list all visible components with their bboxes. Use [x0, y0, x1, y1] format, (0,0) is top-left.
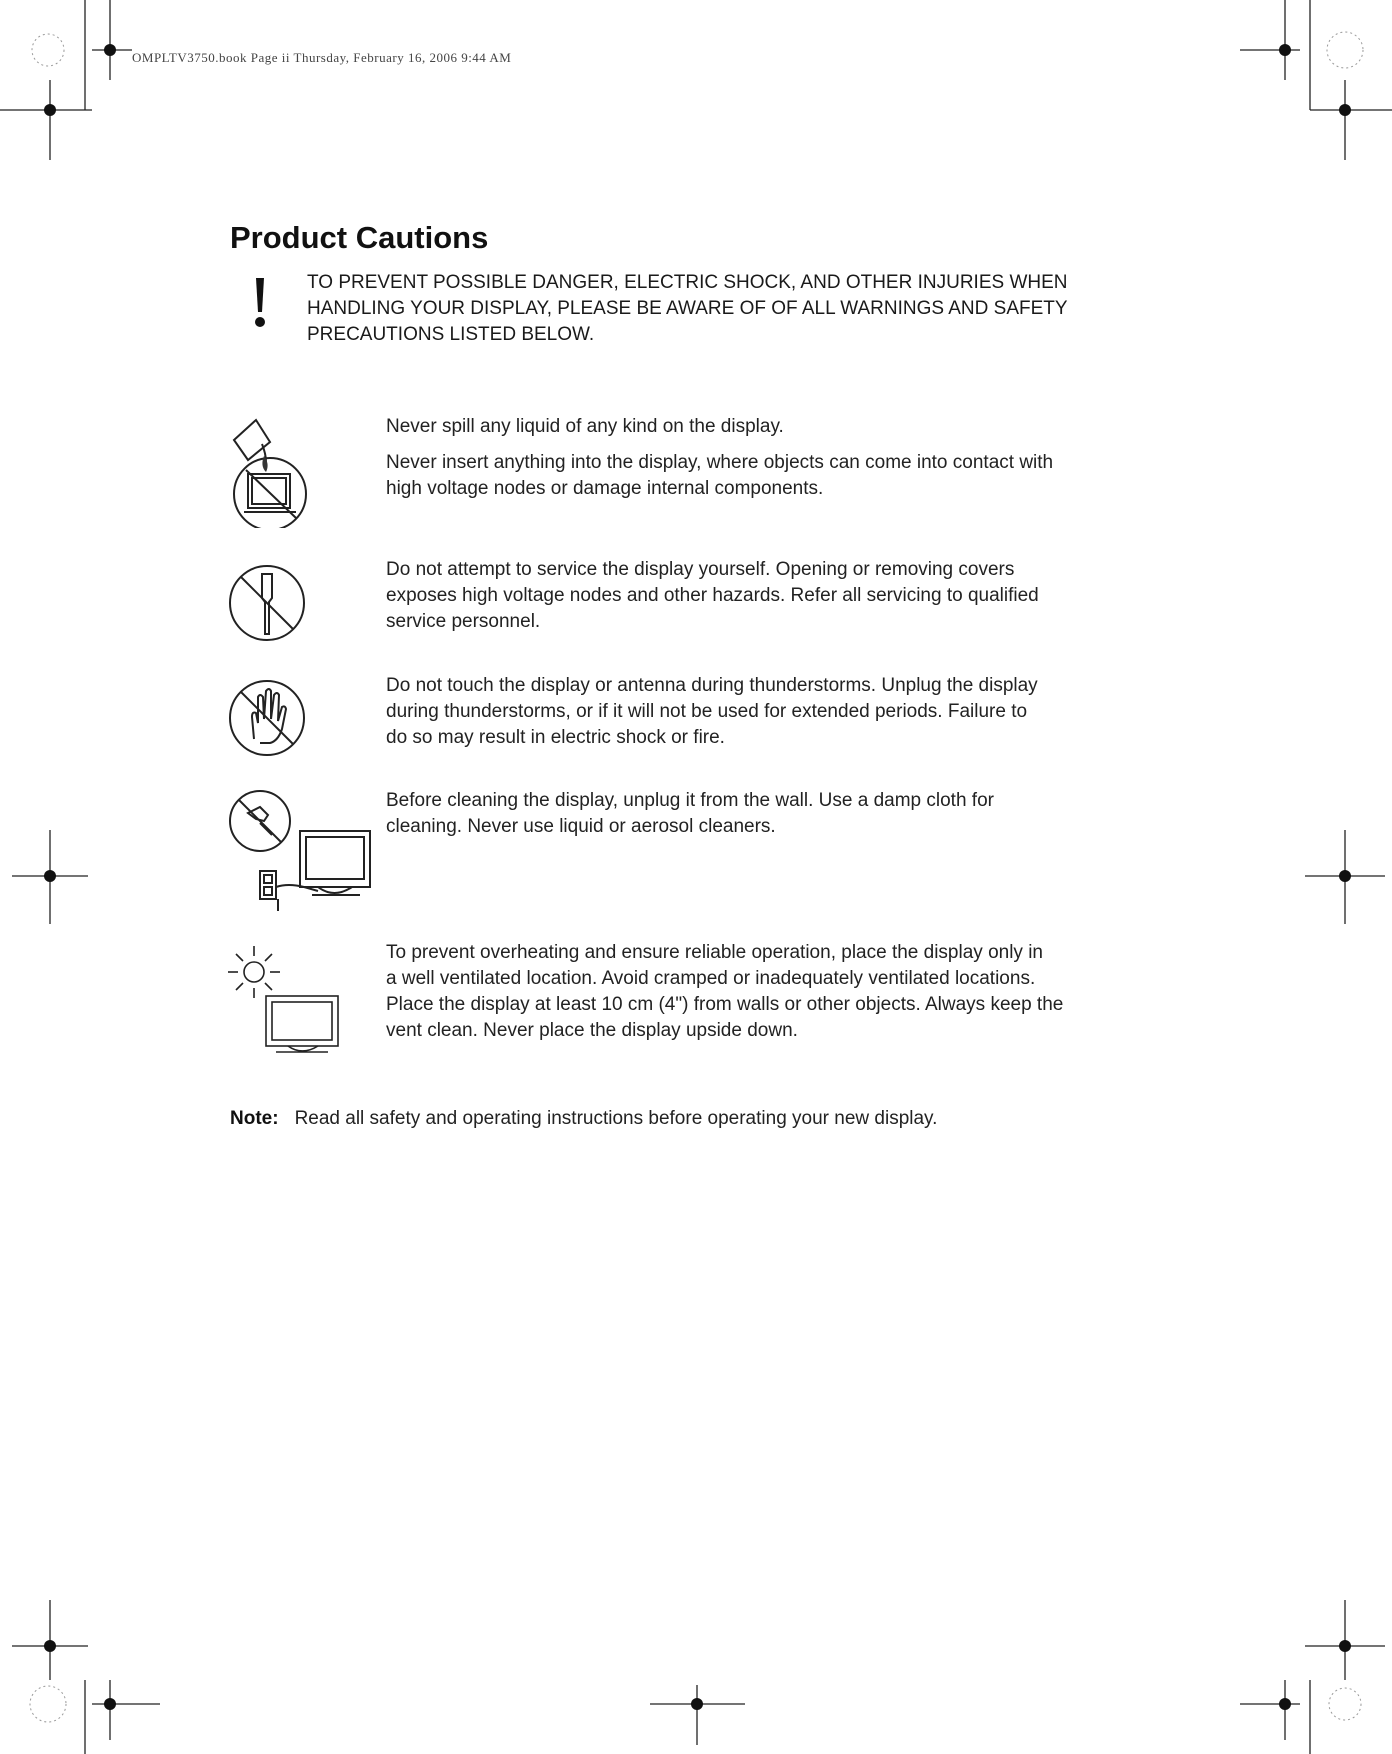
caution-line: Do not touch the display or antenna during thunderstorms. Unplug the display: [386, 675, 1038, 696]
print-header-strip: OMPLTV3750.book Page ii Thursday, February 16, 2006 9:44 AM: [132, 50, 512, 65]
caution-liquid-text: [386, 414, 1138, 512]
exclamation-warning-icon: [252, 278, 268, 330]
sun-overheating-icon: [226, 942, 342, 1060]
caution-line: Place the display at least 10 cm (4") from walls or other objects. Always keep the: [386, 994, 1064, 1015]
caution-line: during thunderstorms, or if it will not be used for extended periods. Failure to: [386, 701, 1028, 722]
caution-line: Never insert anything into the display, where objects can come into contact with: [386, 452, 1054, 473]
caution-line: Before cleaning the display, unplug it from the wall. Use a damp cloth for: [386, 790, 994, 811]
caution-service-text: [386, 557, 1138, 645]
note-label: Note:: [230, 1108, 279, 1129]
note-text: Read all safety and operating instructions before operating your new display.: [294, 1108, 938, 1129]
caution-line: do so may result in electric shock or fire.: [386, 727, 725, 748]
caution-line: exposes high voltage nodes and other hazards. Refer all servicing to qualified: [386, 585, 1039, 606]
caution-line: a well ventilated location. Avoid cramped or inadequately ventilated locations.: [386, 968, 1036, 989]
safety-note: [230, 1108, 937, 1130]
warning-line: PRECAUTIONS LISTED BELOW.: [307, 324, 595, 345]
caution-thunderstorm-text: [386, 673, 1138, 761]
caution-line: Do not attempt to service the display yourself. Opening or removing covers: [386, 559, 1015, 580]
general-warning-text: [307, 270, 1127, 348]
no-liquid-spill-icon: [226, 414, 316, 528]
no-touch-hand-icon: [226, 677, 308, 759]
caution-line: Never spill any liquid of any kind on the display.: [386, 416, 784, 437]
caution-cleaning-text: [386, 788, 1138, 850]
page-title: Product Cautions: [230, 220, 489, 255]
caution-line: service personnel.: [386, 611, 541, 632]
unplug-before-cleaning-icon: [226, 787, 372, 913]
warning-line: TO PREVENT POSSIBLE DANGER, ELECTRIC SHOCK, AND OTHER INJURIES WHEN: [307, 272, 1068, 293]
no-screwdriver-icon: [226, 562, 308, 644]
caution-ventilation-text: [386, 940, 1138, 1054]
warning-line: HANDLING YOUR DISPLAY, PLEASE BE AWARE OF OF ALL WARNINGS AND SAFETY: [307, 298, 1068, 319]
caution-line: high voltage nodes or damage internal components.: [386, 478, 824, 499]
caution-line: To prevent overheating and ensure reliable operation, place the display only in: [386, 942, 1043, 963]
caution-line: cleaning. Never use liquid or aerosol cleaners.: [386, 816, 776, 837]
caution-line: vent clean. Never place the display upside down.: [386, 1020, 798, 1041]
